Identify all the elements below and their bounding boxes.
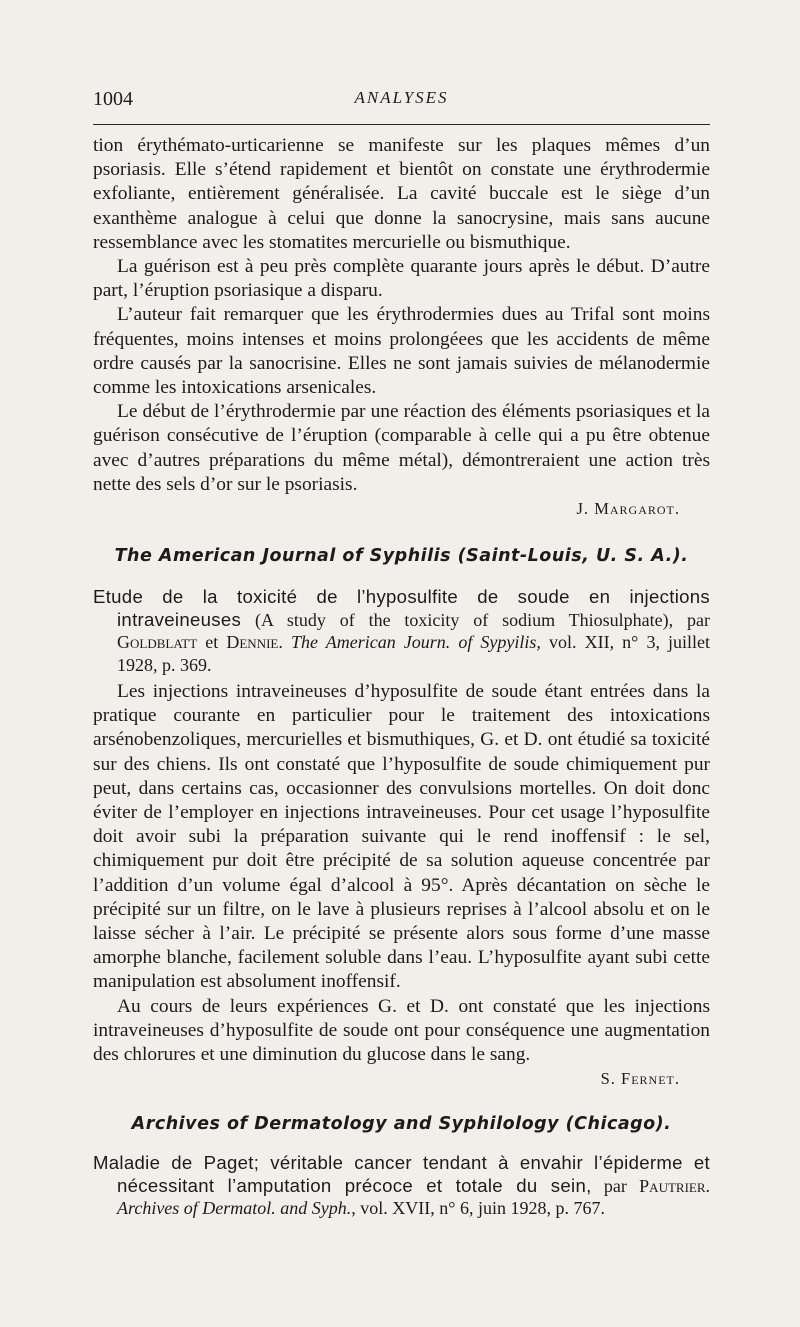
entry-conjunction: et <box>205 632 219 652</box>
entry-citation: vol. XII, n° 3, juillet 1928, p. 369. <box>117 632 711 675</box>
entry-reference <box>93 1152 710 1220</box>
paragraph: Le début de l’érythrodermie par une réaction des éléments psoriasiques et la guérison consécutive de l’éruption (comparable à celle qui a pu être obtenue avec d’autres préparations du même métal), démontreraient une action très nette des sels d’or sur le psoriasis. <box>93 401 710 495</box>
header-rule <box>93 124 710 125</box>
entry-author: Pautrier. <box>639 1175 711 1196</box>
entry-author: Dennie. <box>226 632 283 652</box>
entry-journal: Archives of Dermatol. and Syph., <box>117 1198 356 1218</box>
entry-journal: The American Journ. of Sypyilis, <box>290 632 541 652</box>
entry-par: par <box>603 1175 627 1196</box>
entry-reference <box>93 586 710 676</box>
paragraph: La guérison est à peu près complète quarante jours après le début. D’autre part, l’éruption psoriasique a disparu. <box>93 256 710 302</box>
entry-title: Etude de la toxicité de l’hyposulfite de soude en injections intraveineuses <box>93 586 710 630</box>
paragraph: Les injections intraveineuses d’hyposulfite de soude étant entrées dans la pratique courante en particulier pour le traitement des intoxications arsénobenzoliques, mercurielles et bismuthiques, G. et D. ont étudié sa toxicité sur des chiens. Ils ont constaté que l’hyposulfite de soude chimiquement pur peut, dans certains cas, occasionner des convulsions mortelles. On doit donc éviter de l’employer en injections intraveineuses. Pour cet usage l’hyposulfite doit avoir subi la préparation suivante qui le rend inoffensif : le sel, chimiquement pur doit être précipité de sa solution aqueuse concentrée par l’addition d’un volume égal d’alcool à 95°. Après décantation on sèche le précipité sur un filtre, on le lave à plusieurs reprises à l’alcool absolu et on le laisse sécher à l’air. Le précipité se présente alors sous forme d’une masse amorphe blanche, facilement soluble dans l’eau. L’hyposulfite ayant subi cette manipulation est absolument inoffensif. <box>93 681 710 993</box>
journal-heading: Archives of Dermatology and Syphilology (Chicago). <box>131 1114 672 1134</box>
signature-name: Margarot. <box>594 499 680 519</box>
paragraph: Au cours de leurs expériences G. et D. ont constaté que les injections intraveineuses d’hyposulfite de soude ont pour conséquence une augmentation des chlorures et une diminution du glucose dans le sang. <box>93 995 710 1066</box>
page-header <box>93 88 710 112</box>
review-fernet <box>93 680 710 1091</box>
entry-citation: vol. XVII, n° 6, juin 1928, p. 767. <box>360 1198 605 1218</box>
bibliographic-entry <box>93 1152 710 1220</box>
entry-author: Goldblatt <box>117 632 198 652</box>
entry-title: Maladie de Paget; véritable cancer tendant à envahir l’épiderme et nécessitant l’amputation précoce et totale du sein, <box>93 1152 710 1196</box>
paragraph: L’auteur fait remarquer que les érythrodermies dues au Trifal sont moins fréquentes, moins intenses et moins prolongéees que les accidents de même ordre causés par la sanocrisine. Elles ne sont jamais suivies de mélanodermie comme les intoxications arsenicales. <box>93 304 710 399</box>
page-number: 1004 <box>93 88 133 110</box>
entry-subtitle: (A study of the toxicity of sodium Thiosulphate), par <box>254 609 711 630</box>
signature-initial: J. <box>576 499 590 519</box>
paragraph: tion érythémato-urticarienne se manifeste sur les plaques mêmes d’un psoriasis. Elle s’étend rapidement et bientôt on constate une érythrodermie exfoliante, entièrement généralisée. La cavité buccale est le siège d’un exanthème analogue à celui que donne la sanocrysine, mais sans aucune ressemblance avec les stomatites mercurielle ou bismuthique. <box>93 135 710 253</box>
review-margarot <box>93 134 710 521</box>
bibliographic-entry <box>93 586 710 676</box>
signature-initial: S. <box>600 1069 616 1089</box>
journal-heading: The American Journal of Syphilis (Saint-Louis, U. S. A.). <box>114 546 689 566</box>
signature <box>93 1067 710 1091</box>
signature <box>93 497 710 521</box>
running-head: ANALYSES <box>354 88 449 107</box>
signature-name: Fernet. <box>621 1069 680 1089</box>
